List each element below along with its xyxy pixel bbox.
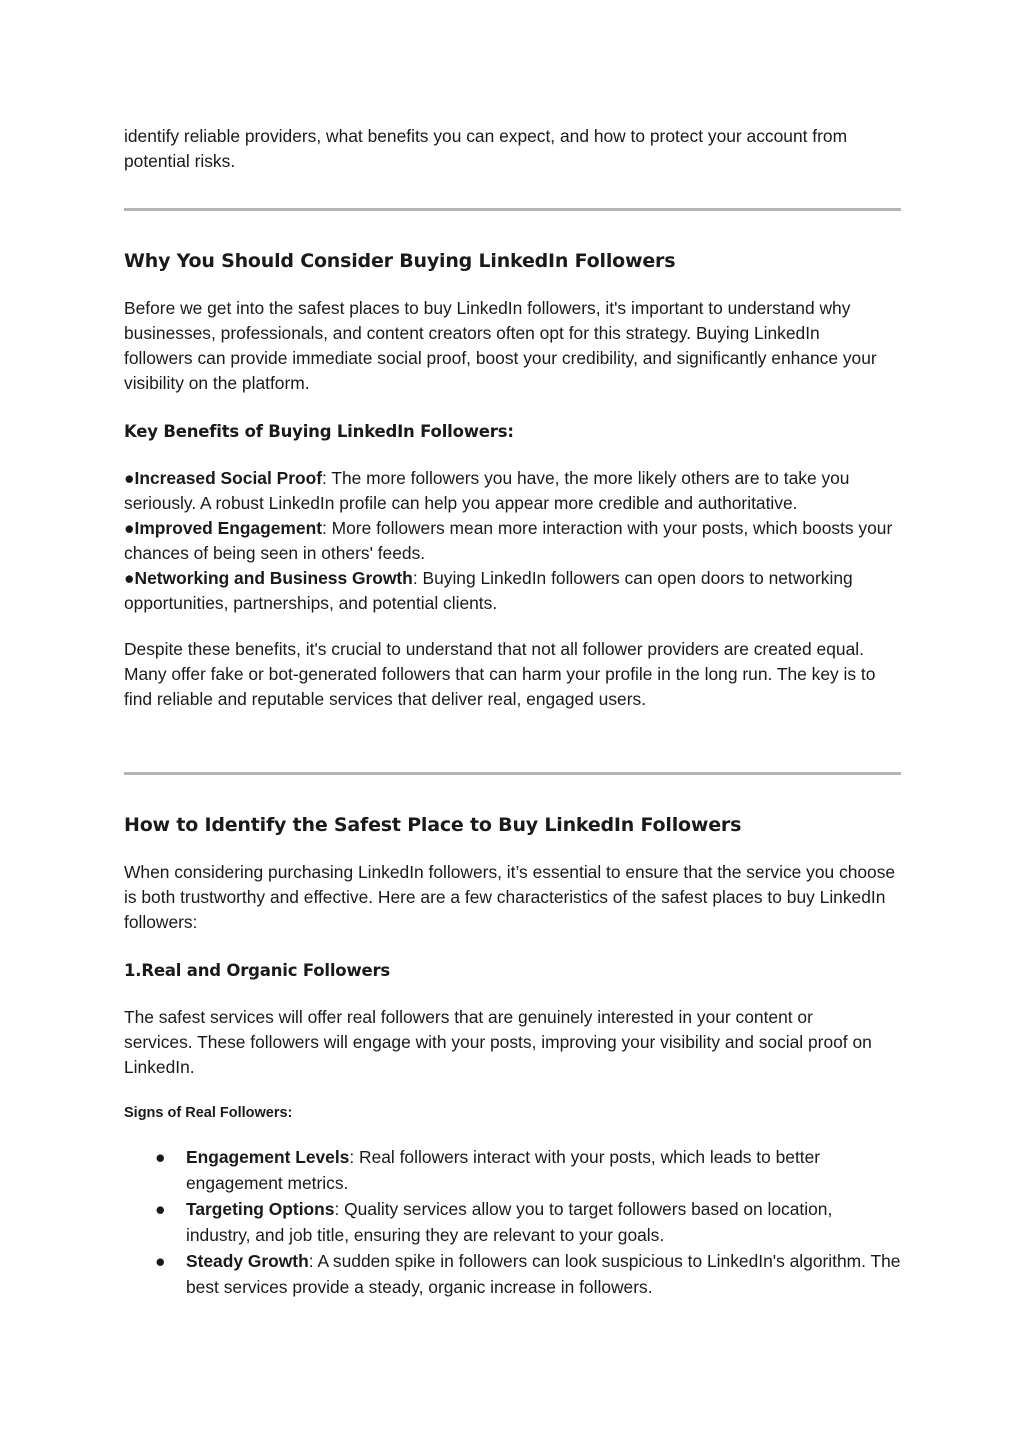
list-item bbox=[124, 1249, 901, 1300]
benefit-item bbox=[124, 516, 901, 566]
sign-term: Targeting Options bbox=[186, 1199, 335, 1219]
real-organic-paragraph: The safest services will offer real followers that are genuinely interested in your content or services. These followers will engage with your posts, improving your visibility and social proof on LinkedIn. bbox=[124, 1007, 872, 1077]
why-buy-paragraph: Before we get into the safest places to buy LinkedIn followers, it's important to understand why businesses, professionals, and content creators often opt for this strategy. Buying LinkedIn followers can provide immediate social proof, boost your credibility, and significantly enhance your visibility on the platform. bbox=[124, 298, 877, 393]
benefit-text: : More followers mean more interaction with your posts, which boosts your chances of being seen in others' feeds. bbox=[124, 518, 893, 563]
benefits-list bbox=[124, 466, 901, 616]
sign-text: : Real followers interact with your posts, which leads to better engagement metrics. bbox=[186, 1147, 821, 1193]
sub-heading-real-organic: 1.Real and Organic Followers bbox=[124, 961, 391, 980]
section-divider bbox=[124, 772, 901, 775]
benefit-term: Increased Social Proof bbox=[134, 468, 323, 488]
benefit-text: : Buying LinkedIn followers can open doors to networking opportunities, partnerships, and potential clients. bbox=[124, 568, 853, 613]
signs-list bbox=[124, 1145, 901, 1300]
sign-term: Steady Growth bbox=[186, 1251, 309, 1271]
section-heading-identify-safest: How to Identify the Safest Place to Buy LinkedIn Followers bbox=[124, 814, 742, 836]
signs-heading: Signs of Real Followers: bbox=[124, 1105, 293, 1121]
benefit-text: : The more followers you have, the more likely others are to take you seriously. A robust LinkedIn profile can help you appear more credible and authoritative. bbox=[124, 468, 850, 513]
document-page bbox=[124, 124, 901, 1301]
bullet-icon: ● bbox=[155, 1147, 166, 1167]
section-divider bbox=[124, 208, 901, 211]
sign-text: : Quality services allow you to target followers based on location, industry, and job title, ensuring they are relevant to your goals. bbox=[186, 1199, 833, 1245]
list-item bbox=[124, 1145, 901, 1196]
benefit-term: Improved Engagement bbox=[134, 518, 322, 538]
bullet-icon: ● bbox=[124, 468, 135, 488]
list-item bbox=[124, 1197, 901, 1248]
identify-paragraph: When considering purchasing LinkedIn followers, it’s essential to ensure that the service you choose is both trustworthy and effective. Here are a few characteristics of the safest places to buy LinkedIn followers: bbox=[124, 862, 896, 932]
benefits-closing-paragraph: Despite these benefits, it's crucial to understand that not all follower providers are created equal. Many offer fake or bot-generated followers that can harm your profile in the long run. The key is to find reliable and reputable services that deliver real, engaged users. bbox=[124, 639, 876, 709]
intro-paragraph: identify reliable providers, what benefits you can expect, and how to protect your account from potential risks. bbox=[124, 126, 848, 171]
benefit-term: Networking and Business Growth bbox=[134, 568, 413, 588]
bullet-icon: ● bbox=[124, 568, 135, 588]
bullet-icon: ● bbox=[124, 518, 135, 538]
bullet-icon: ● bbox=[155, 1251, 166, 1271]
benefit-item bbox=[124, 466, 901, 516]
sign-term: Engagement Levels bbox=[186, 1147, 350, 1167]
sign-text: : A sudden spike in followers can look suspicious to LinkedIn's algorithm. The best services provide a steady, organic increase in followers. bbox=[186, 1251, 901, 1297]
section-heading-why-buy: Why You Should Consider Buying LinkedIn Followers bbox=[124, 250, 676, 272]
benefit-item bbox=[124, 566, 901, 616]
bullet-icon: ● bbox=[155, 1199, 166, 1219]
benefits-heading: Key Benefits of Buying LinkedIn Followers: bbox=[124, 422, 514, 441]
